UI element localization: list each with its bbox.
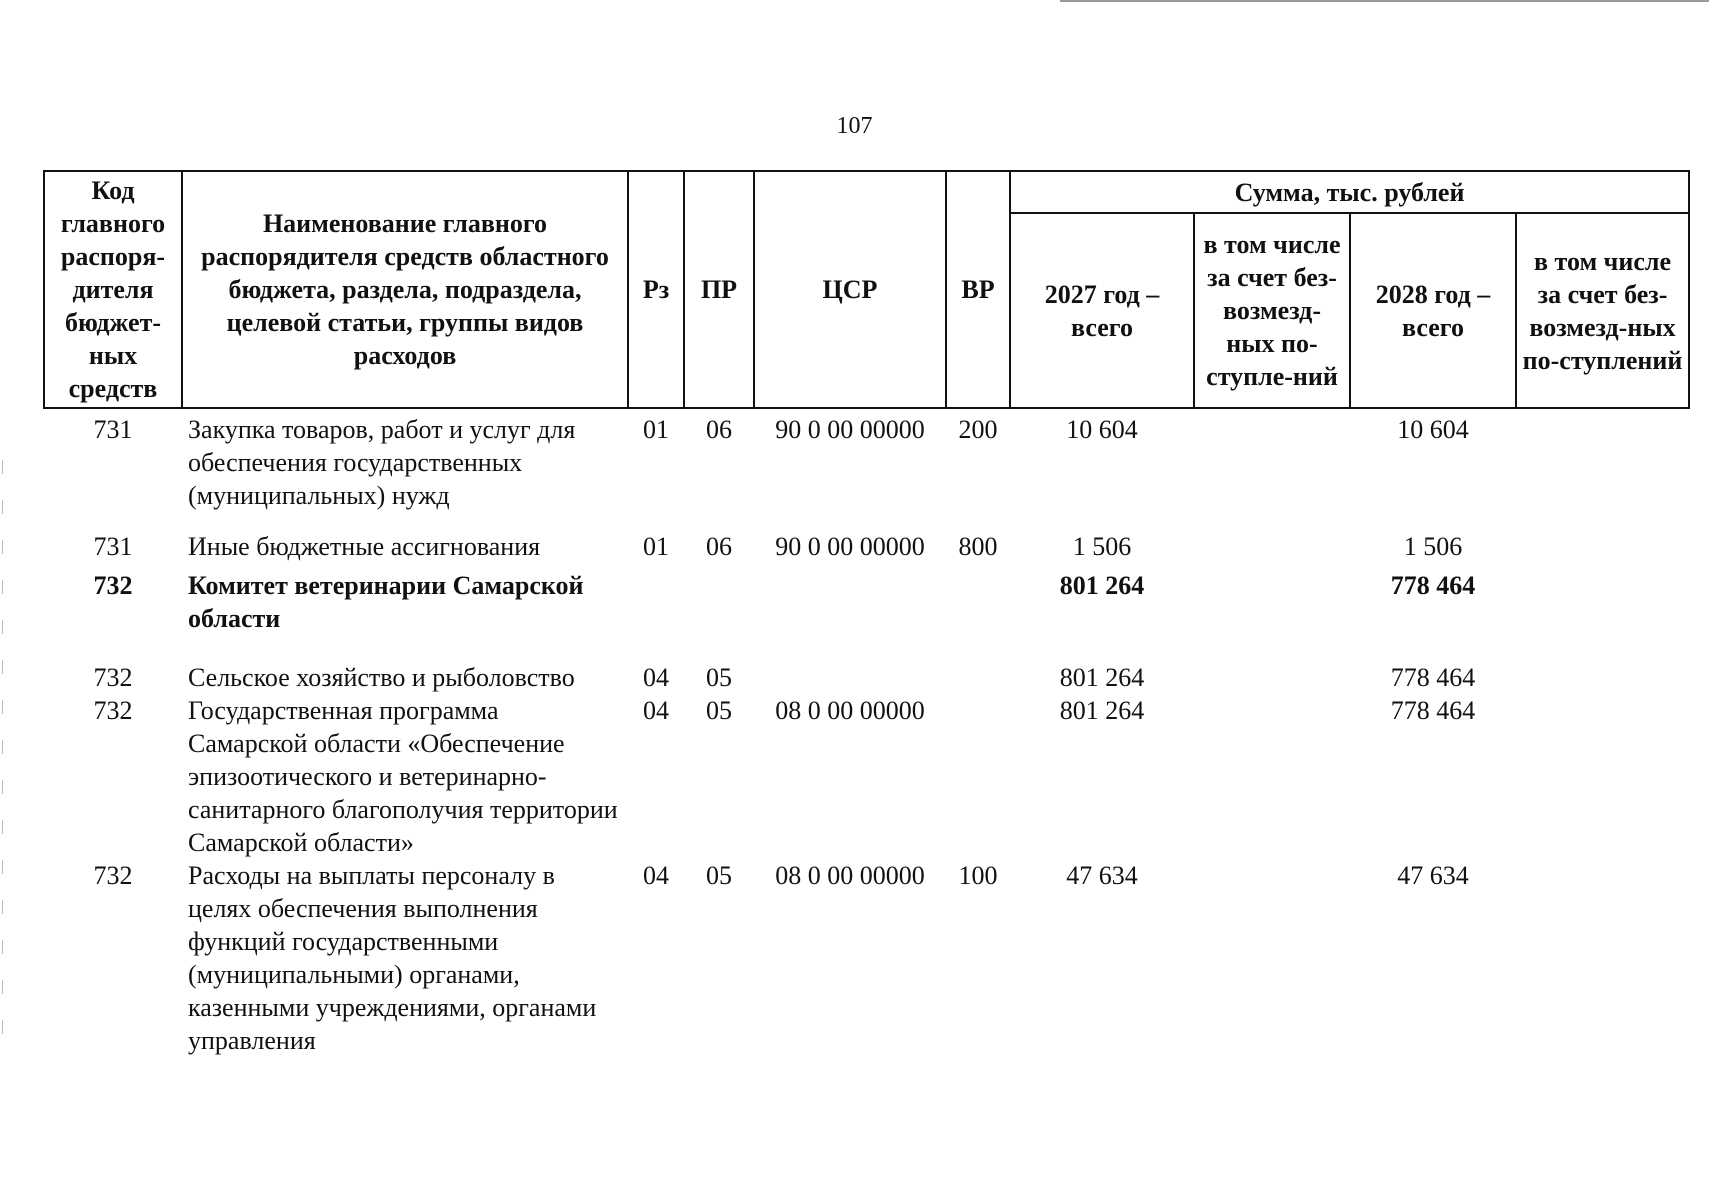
cell-pr: 06 bbox=[706, 415, 732, 444]
cell-csr: 90 0 00 00000 bbox=[775, 532, 925, 561]
cell-2028-grants bbox=[1516, 859, 1689, 1057]
scan-edge-top bbox=[1060, 0, 1709, 2]
table-header bbox=[44, 171, 1689, 408]
cell-code: 732 bbox=[93, 696, 133, 725]
cell-code: 732 bbox=[93, 861, 133, 890]
header-rz: Рз bbox=[628, 171, 684, 408]
table-row bbox=[44, 859, 1689, 1057]
scan-edge-left bbox=[2, 460, 3, 1060]
budget-table bbox=[43, 170, 1690, 1057]
cell-2027-grants bbox=[1194, 661, 1350, 694]
cell-name: Иные бюджетные ассигнования bbox=[188, 532, 541, 561]
header-pr: ПР bbox=[684, 171, 754, 408]
cell-2027-grants bbox=[1194, 859, 1350, 1057]
table-body bbox=[44, 408, 1689, 1057]
cell-rz: 04 bbox=[643, 663, 669, 692]
page-number: 107 bbox=[836, 113, 873, 139]
cell-code: 731 bbox=[93, 415, 133, 444]
cell-csr bbox=[754, 569, 946, 661]
cell-pr: 05 bbox=[706, 663, 732, 692]
table-row bbox=[44, 526, 1689, 569]
cell-2028-grants bbox=[1516, 661, 1689, 694]
cell-pr: 06 bbox=[706, 532, 732, 561]
cell-name: Сельское хозяйство и рыболовство bbox=[188, 663, 575, 692]
cell-2028-total: 778 464 bbox=[1390, 571, 1476, 600]
header-sum-group: Сумма, тыс. рублей bbox=[1010, 171, 1689, 213]
cell-name: Государственная программа Самарской области «Обеспечение эпизоотического и ветеринарно-санитарного благополучия территории Самарской области» bbox=[188, 696, 618, 857]
cell-name: Закупка товаров, работ и услуг для обеспечения государственных (муниципальных) нужд bbox=[188, 415, 576, 510]
header-2027-total: 2027 год – всего bbox=[1010, 213, 1194, 408]
table-row bbox=[44, 694, 1689, 859]
header-name: Наименование главного распорядителя средств областного бюджета, раздела, подраздела, целевой статьи, группы видов расходов bbox=[182, 171, 628, 408]
cell-2028-total: 778 464 bbox=[1390, 663, 1476, 692]
cell-2027-total: 47 634 bbox=[1066, 861, 1138, 890]
cell-2028-total: 778 464 bbox=[1390, 696, 1476, 725]
cell-2027-grants bbox=[1194, 408, 1350, 526]
cell-code: 732 bbox=[93, 663, 133, 692]
cell-vr bbox=[946, 569, 1010, 661]
cell-2028-total: 10 604 bbox=[1397, 415, 1469, 444]
cell-rz: 04 bbox=[643, 861, 669, 890]
cell-rz: 01 bbox=[643, 532, 669, 561]
cell-pr bbox=[684, 569, 754, 661]
cell-2028-grants bbox=[1516, 408, 1689, 526]
cell-2027-total: 801 264 bbox=[1059, 571, 1145, 600]
cell-vr: 800 bbox=[958, 532, 998, 561]
cell-2028-grants bbox=[1516, 694, 1689, 859]
cell-csr: 08 0 00 00000 bbox=[775, 696, 925, 725]
cell-2027-grants bbox=[1194, 569, 1350, 661]
cell-vr: 200 bbox=[958, 415, 998, 444]
cell-2027-total: 10 604 bbox=[1066, 415, 1138, 444]
cell-code: 732 bbox=[93, 571, 133, 600]
cell-2027-total: 801 264 bbox=[1059, 696, 1145, 725]
header-2027-grants: в том числе за счет без-возмезд-ных по-ступле-ний bbox=[1194, 213, 1350, 408]
cell-pr: 05 bbox=[706, 861, 732, 890]
cell-2028-grants bbox=[1516, 526, 1689, 569]
table-row bbox=[44, 569, 1689, 661]
cell-csr bbox=[754, 661, 946, 694]
cell-2027-grants bbox=[1194, 526, 1350, 569]
cell-name: Расходы на выплаты персоналу в целях обеспечения выполнения функций государственными (муниципальными) органами, казенными учреждениями, органами управления bbox=[188, 861, 597, 1055]
cell-2028-total: 47 634 bbox=[1397, 861, 1469, 890]
cell-vr bbox=[946, 694, 1010, 859]
table-row bbox=[44, 408, 1689, 526]
cell-csr: 90 0 00 00000 bbox=[775, 415, 925, 444]
cell-2028-total: 1 506 bbox=[1403, 532, 1463, 561]
cell-2027-total: 801 264 bbox=[1059, 663, 1145, 692]
cell-2027-total: 1 506 bbox=[1072, 532, 1132, 561]
table-row bbox=[44, 661, 1689, 694]
cell-2027-grants bbox=[1194, 694, 1350, 859]
header-csr: ЦСР bbox=[754, 171, 946, 408]
cell-name: Комитет ветеринарии Самарской области bbox=[188, 571, 584, 633]
cell-vr bbox=[946, 661, 1010, 694]
header-vr: ВР bbox=[946, 171, 1010, 408]
cell-rz bbox=[628, 569, 684, 661]
cell-rz: 04 bbox=[643, 696, 669, 725]
cell-code: 731 bbox=[93, 532, 133, 561]
cell-vr: 100 bbox=[958, 861, 998, 890]
cell-rz: 01 bbox=[643, 415, 669, 444]
header-2028-total: 2028 год – всего bbox=[1350, 213, 1516, 408]
header-code: Код главного распоря-дителя бюджет-ных средств bbox=[44, 171, 182, 408]
cell-csr: 08 0 00 00000 bbox=[775, 861, 925, 890]
cell-pr: 05 bbox=[706, 696, 732, 725]
cell-2028-grants bbox=[1516, 569, 1689, 661]
header-2028-grants: в том числе за счет без-возмезд-ных по-ступлений bbox=[1516, 213, 1689, 408]
